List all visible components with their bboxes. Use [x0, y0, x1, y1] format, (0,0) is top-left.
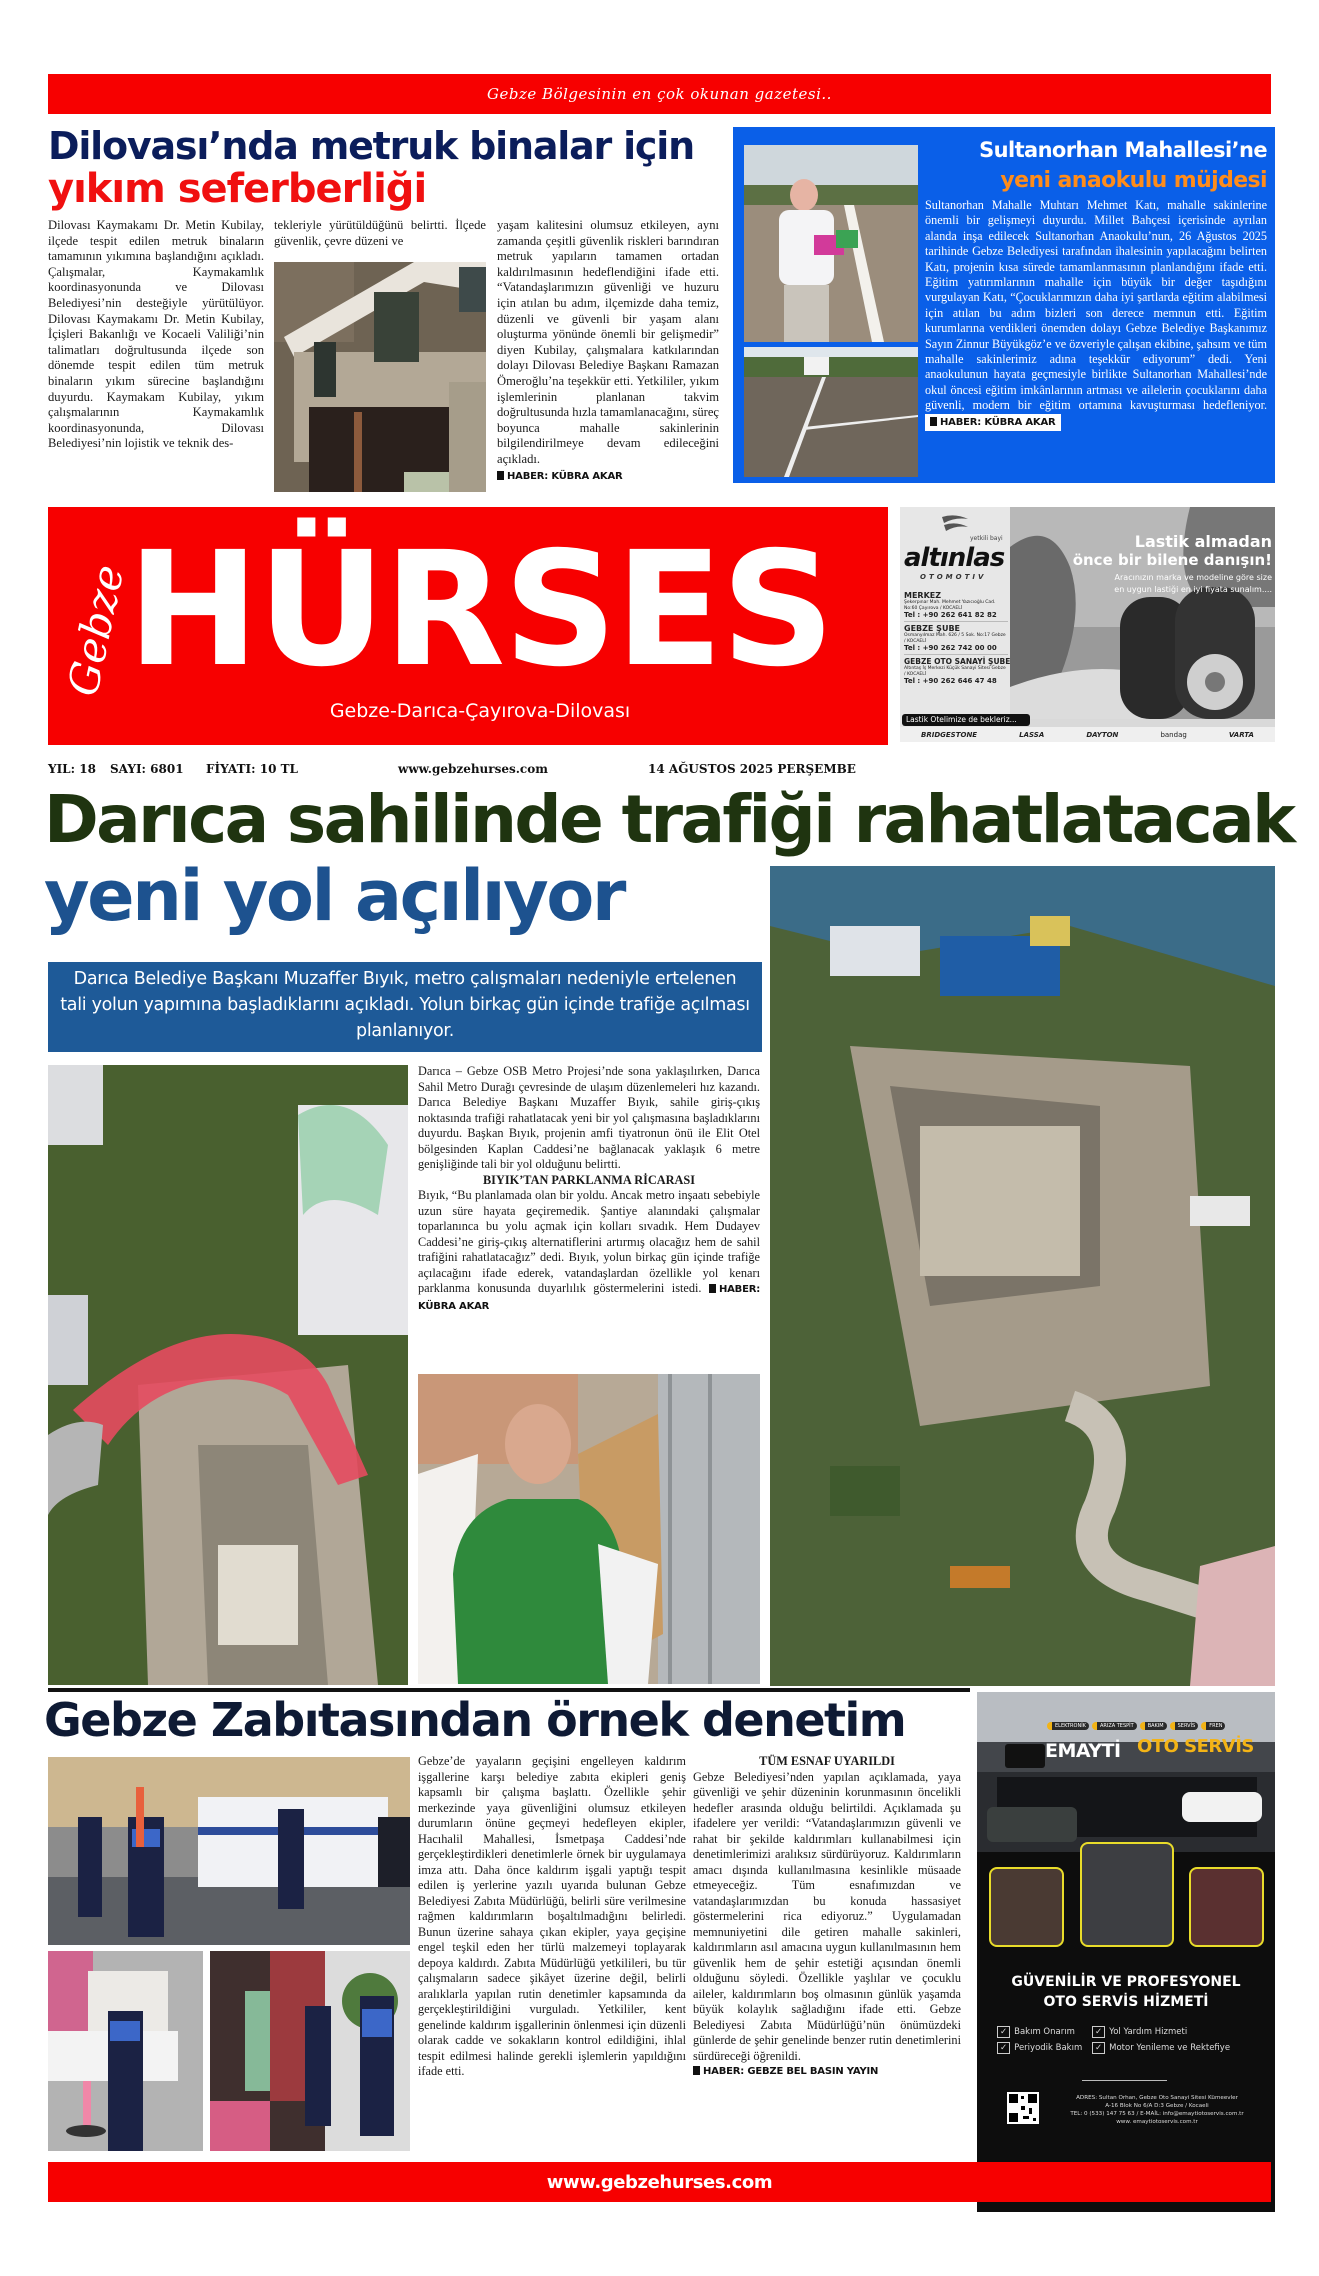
- bottom-website-text[interactable]: www.gebzehurses.com: [546, 2171, 773, 2193]
- sultanorhan-headline-line2: yeni anaokulu müjdesi: [1000, 168, 1267, 193]
- main-headline-line2: yeni yol açılıyor: [44, 855, 624, 937]
- brand-bridgestone: BRIDGESTONE: [921, 730, 978, 739]
- sultanorhan-body-text: Sultanorhan Mahalle Muhtarı Mehmet Katı, mahalle sakinlerine önemli bir gelişmeyi duyurdu. Millet Bahçesi içerisinde ayrılan alanda inşa edilecek Sultanorhan Anaokulu’nun, 26 Ağustos 2025 tarihinde Gebze Belediyesi tarafından ihalesinin yapılacağını belirten Katı, projenin kısa sürede tamamlanmasının planlandığını ifade etti. Eğitim yatırımlarının mahalle için büyük bir değer taşıdığını vurgulayan Katı, “Çocuklarımızın daha iyi şartlarda eğitim alabilmesi için atılan bu adım bizleri son derece memnun etti. Eğitim kurumlarına verdikleri önemden dolayı Gebze Belediye Başkanımız Sayın Zinnur Büyükgöz’e ve özveriyle çalışan ekibine, şahsım ve tüm mahalle sakinlerimiz adına teşekkür ediyorum” dedi. Yeni anaokulunun hayata geçmesiyle birlikte Sultanorhan Mahallesi’nde okul öncesi eğitim imkânlarının artması ve ailelerin çocuklarını daha güvenli, modern bir eğitim ortamına kavuşturması hedefleniyor.: [925, 198, 1267, 413]
- sign-tag: ARIZA TESPİT: [1092, 1722, 1137, 1730]
- dilovasi-column-3: [497, 218, 719, 484]
- zabita-shop-photo: [210, 1951, 410, 2151]
- issue-year: YIL: 18: [48, 762, 96, 776]
- dilovasi-column-3-text: yaşam kalitesini olumsuz etkileyen, aynı zamanda çeşitli güvenlik riskleri barındıran metruk yapıların tamamen ortadan kaldırılmasının hedeflendiğini ifade etti. “Vatandaşlarımızın güvenliği ve huzuru için atılan bu adım, ilçemizde daha temiz, düzenli ve güvenli bir yaşam alanı oluşturma yönünde önemli bir gelişmedir” diyen Kubilay, çalışmalara katkılarından dolayı Dilovası Belediye Başkanı Ramazan Ömeroğlu’na teşekkür etti. Yetkililer, yıkım işlemlerinin planlanan takvim doğrultusunda hızla tamamlanacağını, süreç boyunca mahalle sakinlerinin bilgilendirilmeye devam edileceğini açıkladı.: [497, 218, 719, 466]
- officers-talking-shopkeeper-image: [210, 1951, 410, 2151]
- altinlas-logo-tag: yetkili bayi: [970, 535, 1003, 542]
- branch-name: GEBZE ŞUBE: [904, 624, 960, 633]
- main-article-text1: Darıca – Gebze OSB Metro Projesi’nde sona yaklaşılırken, Darıca Sahil Metro Durağı çevresinde de ulaşım düzenlemeleri hız kazandı. Darıca Belediye Başkanı Muzaffer Bıyık, sahile giriş-çıkış noktasında trafiği rahatlatacak yeni bir yol çalışmasına başladıklarını duyurdu. Başkan Bıyık, projenin amfi tiyatronun önü ile Elit Otel bölgesinden Kaplan Caddesi’ne bağlanacak yaklaşık 6 metre genişliğinde tali bir yol olduğunu belirtti.: [418, 1064, 760, 1171]
- main-aerial-photo: [770, 866, 1275, 1686]
- emayti-headline-1: GÜVENİLİR VE PROFESYONEL: [1011, 1974, 1241, 1990]
- brand-lassa: LASSA: [1019, 730, 1045, 739]
- main-article-text2: Bıyık, “Bu planlamada olan bir yoldu. Ancak metro inşaatı sebebiyle uzun süre hayata geçiremedik. Şantiye alanındaki çalışmalar toparlanınca bu yolu açmak için kolları sıvadık. Hem Dudayev Caddesi’ne giriş-çıkış alternatiflerini artırmış olacağız hem de sahil trafiğini rahatlatacağız” dedi. Bıyık, yolun birkaç gün içinde trafiğe açılacağını ifade ederek, vatandaşlardan özellikle yol kenarı parklanma konusunda duyarlılık göstermelerini istedi.: [418, 1188, 760, 1295]
- branch-tel: Tel : +90 262 646 47 48: [904, 677, 997, 685]
- dilovasi-column-2-top: tekleriyle yürütüldüğünü belirtti. İlçede güvenlik, çevre düzeni ve: [274, 218, 486, 248]
- sultanorhan-byline: HABER: KÜBRA AKAR: [925, 414, 1061, 431]
- main-article-body: [418, 1064, 760, 1314]
- zabita-officers-truck-image: [48, 1757, 410, 1945]
- sultanorhan-land-photo: [744, 347, 918, 477]
- top-slogan-banner: [48, 74, 1271, 114]
- issue-date: 14 AĞUSTOS 2025 PERŞEMBE: [648, 762, 856, 776]
- service-label: Yol Yardım Hizmeti: [1109, 2027, 1188, 2037]
- service-item: [997, 2043, 1092, 2053]
- masthead-title: HÜRSES: [127, 518, 833, 702]
- zabita-column-2-text: Gebze Belediyesi’nden yapılan açıklamada, yaya güvenliği ve şehir düzeninin korunmasının öncelikli hedefler arasında olduğu belirtildi. Açıklamada şu ifadelere yer verildi: “Vatandaşlarımızın güvenli ve rahat bir şekilde kaldırımları kullanabilmesi için denetimlerimizi aralıksız sürdürüyoruz. Kaldırımların amacı dışında kullanılmasına kesinlikle müsaade etmeyeceğiz. Tüm esnafımızdan ve vatandaşlarımızdan bu konuda hassasiyet göstermelerini rica ediyoruz.” Uygulamadan memnuniyetini dile getiren mahalle sakinleri, kaldırımların asıl amacına uygun kullanılmasının hem güvenlik hem de şehir estetiği açısından önemli olduğunu söyledi. Özellikle yaşlılar ve çocuklu aileler, kaldırımların boş olmasının günlük yaşamda büyük kolaylık sağladığını ifade etti. Gebze Belediyesi Zabıta Müdürlüğü’nün önümüzdeki günlerde de şehir genelinde benzer rutin denetimlerini sürdüreceği öğrenildi.: [693, 1769, 961, 2063]
- ad-headline-2: önce bir bilene danışın!: [1072, 551, 1272, 569]
- sign-tag: FREN: [1201, 1722, 1225, 1730]
- zabita-column-2: [693, 1754, 961, 2080]
- altinlas-tire-advertisement[interactable]: [900, 507, 1275, 742]
- emayti-oto-servis-advertisement[interactable]: [977, 1692, 1275, 2212]
- ad-tagline-1: Aracınızın marka ve modeline göre size: [1114, 573, 1272, 582]
- main-article-subhead: BIYIK’TAN PARKLANMA RİCARASI: [482, 1172, 696, 1187]
- check-icon: ✓: [1092, 2026, 1105, 2038]
- sultanorhan-muhtar-photo: [744, 145, 918, 342]
- masthead-script-gebze: Gebze: [58, 560, 134, 701]
- main-headline-line1: Darıca sahilinde trafiği rahatlatacak: [44, 781, 1294, 858]
- service-label: Motor Yenileme ve Rektefiye: [1109, 2043, 1231, 2053]
- ad-hotel-note: Lastik Otelimize de bekleriz...: [902, 714, 1030, 726]
- issue-website[interactable]: www.gebzehurses.com: [398, 762, 548, 776]
- branch-merkez: [904, 591, 1008, 622]
- issue-price: FİYATI: 10 TL: [206, 762, 298, 776]
- main-article-byline: HABER: KÜBRA AKAR: [418, 1284, 761, 1312]
- branch-address: Şekerpınar Mah. Mehmet Yazıcıoğlu Cad. No:60 Çayırova / KOCAELİ: [904, 600, 996, 611]
- altinlas-logo-sub: OTOMOTIV: [920, 573, 987, 581]
- mayor-green-shirt-image: [418, 1374, 760, 1684]
- service-label: Bakım Onarım: [1014, 2027, 1075, 2037]
- branch-name: GEBZE OTO SANAYİ ŞUBE: [904, 657, 1011, 666]
- mechanic-photo-3: [1189, 1867, 1264, 1947]
- emayti-address-1: ADRES: Sultan Orhan, Gebze Oto Sanayi Sitesi Kümeevler: [1076, 2095, 1238, 2101]
- masthead-subtitle: Gebze-Darıca-Çayırova-Dilovası: [329, 700, 631, 722]
- service-item: [1092, 2027, 1267, 2037]
- red-road-aerial-photo: [48, 1065, 408, 1685]
- sultanorhan-headline-line1: Sultanorhan Mahallesi’ne: [979, 138, 1267, 162]
- brand-varta: VARTA: [1228, 730, 1254, 739]
- check-icon: ✓: [1092, 2042, 1105, 2054]
- officer-removing-bollard-image: [48, 1951, 203, 2151]
- sign-oto-servis: OTO SERVİS: [1137, 1736, 1254, 1757]
- ad-headline-1: Lastik almadan: [1134, 532, 1272, 551]
- sign-emayti: EMAYTİ: [1045, 1740, 1121, 1762]
- zabita-headline: Gebze Zabıtasından örnek denetim: [44, 1693, 906, 1747]
- branch-address: Altıntaş İş Merkezi Küçük Sanayi Sitesi Gebze / KOCAELİ: [904, 666, 1006, 677]
- ad-tire-brand-strip: [900, 727, 1275, 742]
- service-item: [997, 2027, 1092, 2037]
- emayti-address-2: A-16 Blok No 6/A D:3 Gebze / Kocaeli: [1105, 2103, 1209, 2109]
- slogan-text: Gebze Bölgesinin en çok okunan gazetesi..: [487, 85, 832, 103]
- service-item: [1092, 2043, 1267, 2053]
- mechanic-photo-2: [1080, 1842, 1174, 1947]
- mechanic-photo-1: [989, 1867, 1064, 1947]
- sign-tag-row: [1047, 1722, 1272, 1730]
- emayti-headline-2: OTO SERVİS HİZMETİ: [1043, 1994, 1209, 2010]
- check-icon: ✓: [997, 2026, 1010, 2038]
- altinlas-logo: altınlas: [904, 543, 1005, 573]
- sultanorhan-body: [925, 198, 1267, 431]
- marked-land-image: [744, 347, 918, 477]
- brand-dayton: DAYTON: [1086, 730, 1119, 739]
- altinlas-branch-list: [904, 591, 1011, 685]
- muhtar-holding-plan-image: [744, 145, 918, 342]
- dilovasi-byline: HABER: KÜBRA AKAR: [497, 469, 719, 485]
- zabita-truck-photo: [48, 1757, 410, 1945]
- dilovasi-headline-line2: yıkım seferberliği: [48, 166, 427, 212]
- issue-number: SAYI: 6801: [110, 762, 184, 776]
- new-road-route-image: [48, 1065, 408, 1685]
- construction-site-aerial-image: [770, 866, 1275, 1686]
- sign-tag: ELEKTRONİK: [1047, 1722, 1089, 1730]
- sign-tag: BAKIM: [1140, 1722, 1167, 1730]
- emayti-contact-block: [1043, 2094, 1271, 2126]
- zabita-subhead: TÜM ESNAF UYARILDI: [759, 1754, 895, 1768]
- emayti-service-list: [997, 2027, 1267, 2053]
- dilovasi-building-photo: [274, 262, 486, 492]
- emayti-divider: [1082, 2080, 1167, 2081]
- main-spot-box: Darıca Belediye Başkanı Muzaffer Bıyık, metro çalışmaları nedeniyle ertelenen tali yolun yapımına başladıklarını açıkladı. Yolun birkaç gün içinde trafiğe açılması planlanıyor.: [48, 962, 762, 1052]
- auto-service-storefront-image: [977, 1692, 1275, 1852]
- zabita-column-1: Gebze’de yayaların geçişini engelleyen kaldırım işgallerine karşı belediye zabıta ekipleri geniş kapsamlı bir çalışma başlattı. Özellikle şehir merkezinde yaya güvenliğini olumsuz etkileyen durumların önüne geçmeyi hedefleyen ekipler, Hacıhalil Mahallesi, İsmetpaşa Caddesi’nde gerçekleştirdikleri denetimlerle örnek bir uygulamaya imza attı. Daha önce kaldırım işgali yaptığı tespit edilen iş yerlerine yazılı uyarıda bulunan Gebze Belediyesi Zabıta Müdürlüğü, belirli süre verilmesine rağmen kaldırımların boşaltılmadığını belirledi. Bunun üzerine sahaya çıkan ekipler, yaya geçişine engel teşkil eden her türlü malzemeyi toplayarak depoya kaldırdı. Zabıta Müdürlüğü yetkilileri, bu tür çalışmaların sadece şikâyet üzerine değil, belirli aralıklarla yapılan rutin denetimler kapsamında da gerçekleştirildiğini vurguladı. Yetkililer, kent genelinde kaldırım işgallerinin önlenmesi için düzenli olarak cadde ve sokakların kontrol edildiğini, ihlal tespit edilmesi halinde gerekli işlemlerin yapıldığını ifade etti.: [418, 1754, 686, 2078]
- bottom-website-banner[interactable]: [48, 2162, 1271, 2202]
- emayti-headline: [977, 1972, 1275, 2012]
- qr-code-icon[interactable]: [1007, 2092, 1039, 2124]
- service-label: Periyodik Bakım: [1014, 2043, 1083, 2053]
- branch-oto-sanayi: [904, 655, 1011, 685]
- sign-tag: SERVİS: [1170, 1722, 1199, 1730]
- branch-address: Osmanyılmaz Mah. 626 / 5 Sok. No:17 Gebze / KOCAELİ: [904, 633, 1006, 644]
- issue-info-bar: [48, 762, 948, 780]
- branch-tel: Tel : +90 262 742 00 00: [904, 644, 997, 652]
- emayti-contact: TEL: 0 (533) 147 75 63 / E-MAİL: info@emaytiotoservis.com.tr: [1070, 2111, 1244, 2117]
- dilovasi-column-1: Dilovası Kaymakamı Dr. Metin Kubilay, ilçede tespit edilen metruk binaların tamamının yıkımına başlandığını açıkladı. Çalışmalar, Kaymakamlık koordinasyonunda ve Dilovası Belediyesi’nin desteğiyle yürütülüyor. Dilovası Kaymakamı Dr. Metin Kubilay, İçişleri Bakanlığı ve Kocaeli Valiliği’nin talimatları doğrultusunda ilçede son dönemde tespit edilen tüm metruk binaların yıkım sürecine başlandığını duyurdu. Kaymakam Kubilay, yıkım çalışmalarının Kaymakamlık koordinasyonunda, Dilovası Belediyesi’nin lojistik ve teknik des-: [48, 218, 264, 451]
- emayti-web[interactable]: www. emaytiotoservis.com.tr: [1116, 2119, 1198, 2125]
- branch-tel: Tel : +90 262 641 82 82: [904, 611, 997, 619]
- branch-name: MERKEZ: [904, 591, 942, 600]
- mayor-biyik-photo: [418, 1374, 760, 1684]
- zabita-byline: HABER: GEBZE BEL BASIN YAYIN: [693, 2064, 961, 2080]
- ad-tagline-2: en uygun lastiği en iyi fiyata sunalım....: [1114, 585, 1272, 594]
- zabita-bollard-photo: [48, 1951, 203, 2151]
- altinlas-flame-icon: [940, 513, 970, 535]
- branch-gebze: [904, 622, 1008, 655]
- abandoned-building-image: [274, 262, 486, 492]
- check-icon: ✓: [997, 2042, 1010, 2054]
- dilovasi-headline-line1: Dilovası’nda metruk binalar için: [48, 124, 694, 168]
- brand-bandag: bandag: [1160, 730, 1187, 739]
